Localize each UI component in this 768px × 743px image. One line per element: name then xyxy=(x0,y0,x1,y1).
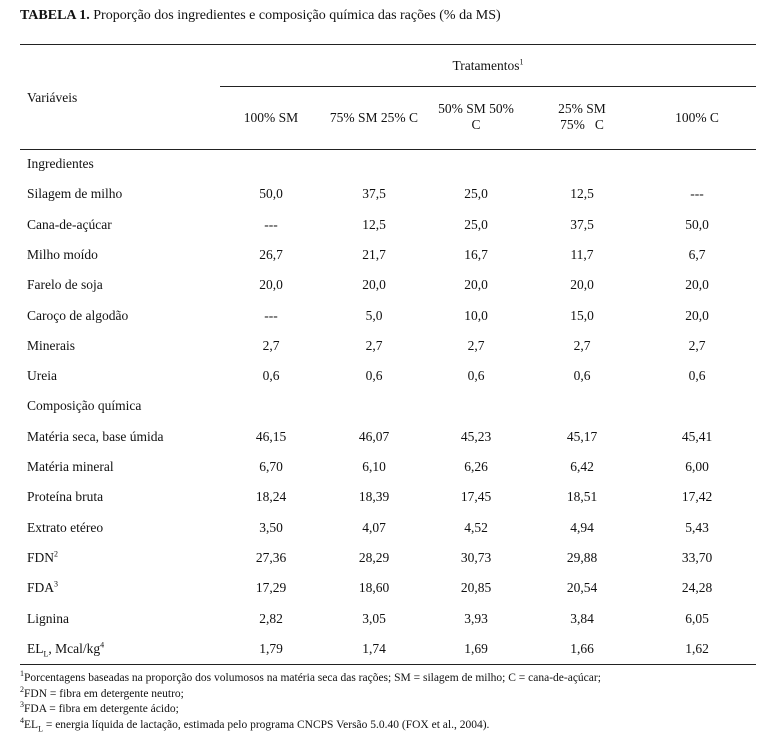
table-cell: 6,10 xyxy=(362,459,386,474)
table-cell: 2,7 xyxy=(365,337,383,353)
row-label-text: Matéria seca, base úmida xyxy=(27,428,164,444)
row-label-sup: 3 xyxy=(54,579,59,589)
table-cell: 24,28 xyxy=(681,580,713,596)
table-cell: 1,69 xyxy=(464,640,488,656)
header-variaveis: Variáveis xyxy=(27,90,78,105)
column-header-line1: 100% SM xyxy=(243,110,299,125)
column-header-4 xyxy=(527,101,637,133)
table-cell: 17,29 xyxy=(255,580,287,596)
row-label xyxy=(27,186,122,202)
table-cell: 3,93 xyxy=(464,610,488,626)
table-cell: 6,7 xyxy=(688,246,706,262)
table-cell: 25,0 xyxy=(464,186,488,202)
table-cell: 29,88 xyxy=(566,549,598,565)
table-cell: 0,6 xyxy=(688,368,706,384)
header-tratamentos xyxy=(220,58,756,74)
table-cell: 3,50 xyxy=(259,519,283,535)
footnote-sub: L xyxy=(38,723,43,733)
table-cell: 20,85 xyxy=(460,580,492,596)
row-label xyxy=(27,247,98,263)
table-cell: 37,5 xyxy=(362,186,386,202)
table-cell: 26,7 xyxy=(259,246,283,262)
table-cell: 37,5 xyxy=(570,216,594,232)
column-header-line2: C xyxy=(471,117,481,132)
footnote-number: 1 xyxy=(20,669,24,679)
table-cell: --- xyxy=(690,186,704,202)
row-label-text: EL xyxy=(27,640,44,656)
row-label-text: Ureia xyxy=(27,368,57,384)
row-label-text: FDA xyxy=(27,580,55,596)
footnote-number: 4 xyxy=(20,715,24,725)
row-label-text: Extrato etéreo xyxy=(27,519,104,535)
header-tratamentos-label: Tratamentos xyxy=(452,58,520,73)
table-cell: 12,5 xyxy=(570,186,594,202)
table-cell: 1,79 xyxy=(259,640,283,656)
row-label xyxy=(27,459,114,475)
table-cell: 17,45 xyxy=(460,489,492,505)
table-cell: 2,7 xyxy=(262,337,280,353)
row-label-text: Lignina xyxy=(27,610,69,626)
row-label xyxy=(27,368,57,384)
table-cell: 20,54 xyxy=(566,580,598,596)
column-header-line2: 75% C xyxy=(560,117,604,132)
table-cell: 10,0 xyxy=(464,307,488,323)
table-cell: 6,26 xyxy=(464,459,488,474)
row-label xyxy=(27,429,163,445)
row-label-sup: 2 xyxy=(54,549,59,559)
row-label-text: Silagem de milho xyxy=(27,186,123,202)
table-cell: 2,7 xyxy=(467,337,485,353)
tratamentos-rule xyxy=(220,86,756,87)
table-cell: 45,17 xyxy=(566,428,598,444)
table-cell: 0,6 xyxy=(467,368,485,384)
footnote xyxy=(20,702,179,716)
table-cell: 6,05 xyxy=(685,610,709,626)
table-cell: 50,0 xyxy=(259,186,283,202)
section-title: Composição química xyxy=(27,398,142,414)
table-cell: 2,7 xyxy=(688,337,706,353)
table-cell: 20,0 xyxy=(464,277,488,293)
table-cell: 20,0 xyxy=(362,277,386,293)
row-label xyxy=(27,641,104,657)
footnote xyxy=(20,684,184,701)
row-label xyxy=(27,489,103,505)
table-cell: 18,51 xyxy=(566,489,598,505)
table-cell: 30,73 xyxy=(460,549,492,565)
footnote xyxy=(20,671,601,685)
table-cell: 33,70 xyxy=(681,549,713,565)
table-cell: 11,7 xyxy=(570,246,594,262)
column-header-line1: 25% SM xyxy=(558,101,606,116)
footnote xyxy=(20,715,490,733)
table-cell: 0,6 xyxy=(262,368,280,384)
table-cell: --- xyxy=(264,307,278,323)
table-cell: 15,0 xyxy=(570,307,594,323)
table-cell: 20,0 xyxy=(685,307,709,323)
table-cell: 18,39 xyxy=(358,489,390,505)
row-label xyxy=(27,580,58,596)
table-cell: 1,62 xyxy=(685,640,709,656)
table-cell: 17,42 xyxy=(681,489,713,505)
table-caption-label: TABELA 1. xyxy=(20,8,90,23)
table-cell: 18,24 xyxy=(255,489,287,505)
table-cell: 25,0 xyxy=(464,216,488,232)
row-label-rest: , Mcal/kg xyxy=(48,640,101,656)
table-cell: 4,52 xyxy=(464,519,488,535)
table-cell: 0,6 xyxy=(573,368,591,384)
row-label-text: Cana-de-açúcar xyxy=(27,216,112,232)
row-label-text: Farelo de soja xyxy=(27,277,103,293)
column-header-2 xyxy=(319,110,429,126)
table-cell: 27,36 xyxy=(255,549,287,565)
row-label-text: Milho moído xyxy=(27,246,98,262)
table-cell: 16,7 xyxy=(464,246,488,262)
table-cell: 18,60 xyxy=(358,580,390,596)
table-cell: 12,5 xyxy=(362,216,386,232)
column-header-5 xyxy=(642,110,752,126)
section-title: Ingredientes xyxy=(27,156,94,171)
footnote-text: = energia líquida de lactação, estimada pelo programa CNCPS Versão 5.0.40 (FOX et al., 2004). xyxy=(42,718,490,731)
table-cell: 20,0 xyxy=(259,277,283,293)
footnote-number: 2 xyxy=(20,684,24,694)
table-cell: 3,84 xyxy=(570,610,594,626)
table-caption-text: Proporção dos ingredientes e composição química das rações (% da MS) xyxy=(89,8,501,23)
header-tratamentos-sup: 1 xyxy=(519,57,524,67)
footnote-main: EL xyxy=(24,718,39,731)
column-header-1 xyxy=(216,110,326,126)
footnote-text: Porcentagens baseadas na proporção dos volumosos na matéria seca das rações; SM = silagem de milho; C = cana-de-açúcar; xyxy=(24,672,601,684)
table-cell: 6,70 xyxy=(259,459,283,474)
table-cell: 50,0 xyxy=(685,216,709,232)
column-header-line1: 75% SM 25% C xyxy=(329,110,419,125)
table-cell: 2,82 xyxy=(259,610,283,626)
table-cell: 6,42 xyxy=(570,459,594,474)
footnote-text: FDA = fibra em detergente ácido; xyxy=(24,703,179,715)
column-header-3 xyxy=(421,101,531,133)
table-cell: --- xyxy=(264,216,278,232)
row-label xyxy=(27,520,103,536)
row-label-text: Proteína bruta xyxy=(27,489,104,505)
row-label xyxy=(27,308,128,324)
table-cell: 5,43 xyxy=(685,519,709,535)
footnote-number: 3 xyxy=(20,700,24,710)
table-cell: 6,00 xyxy=(685,459,709,474)
table-cell: 45,41 xyxy=(681,428,713,444)
row-label xyxy=(27,550,58,566)
column-header-line1: 100% C xyxy=(675,110,719,125)
row-label xyxy=(27,217,112,233)
table-caption xyxy=(20,8,501,24)
bottom-rule xyxy=(20,664,756,665)
table-cell: 45,23 xyxy=(460,428,492,444)
table-cell: 20,0 xyxy=(685,277,709,293)
table-cell: 2,7 xyxy=(573,337,591,353)
row-label-text: FDN xyxy=(27,549,55,565)
column-header-line1: 50% SM 50% xyxy=(438,101,514,116)
top-rule xyxy=(20,44,756,45)
table-cell: 3,05 xyxy=(362,610,386,626)
table-cell: 5,0 xyxy=(365,307,383,323)
table-cell: 4,94 xyxy=(570,519,594,535)
table-cell: 20,0 xyxy=(570,277,594,293)
row-label xyxy=(27,611,69,627)
table-cell: 1,66 xyxy=(570,640,594,656)
row-label-sup: 4 xyxy=(100,640,105,650)
table-cell: 28,29 xyxy=(358,549,390,565)
row-label-text: Minerais xyxy=(27,337,75,353)
header-bottom-rule xyxy=(20,149,756,150)
row-label xyxy=(27,338,75,354)
table-cell: 46,07 xyxy=(358,428,390,444)
footnote-text: FDN = fibra em detergente neutro; xyxy=(24,687,184,700)
table-cell: 4,07 xyxy=(362,519,386,535)
table-cell: 0,6 xyxy=(365,368,383,384)
row-label-text: Matéria mineral xyxy=(27,459,114,474)
row-label-sub: L xyxy=(43,649,49,659)
row-label-text: Caroço de algodão xyxy=(27,307,129,323)
table-cell: 46,15 xyxy=(255,428,287,444)
row-label xyxy=(27,277,103,293)
table-cell: 1,74 xyxy=(362,640,386,656)
table-cell: 21,7 xyxy=(362,246,386,262)
